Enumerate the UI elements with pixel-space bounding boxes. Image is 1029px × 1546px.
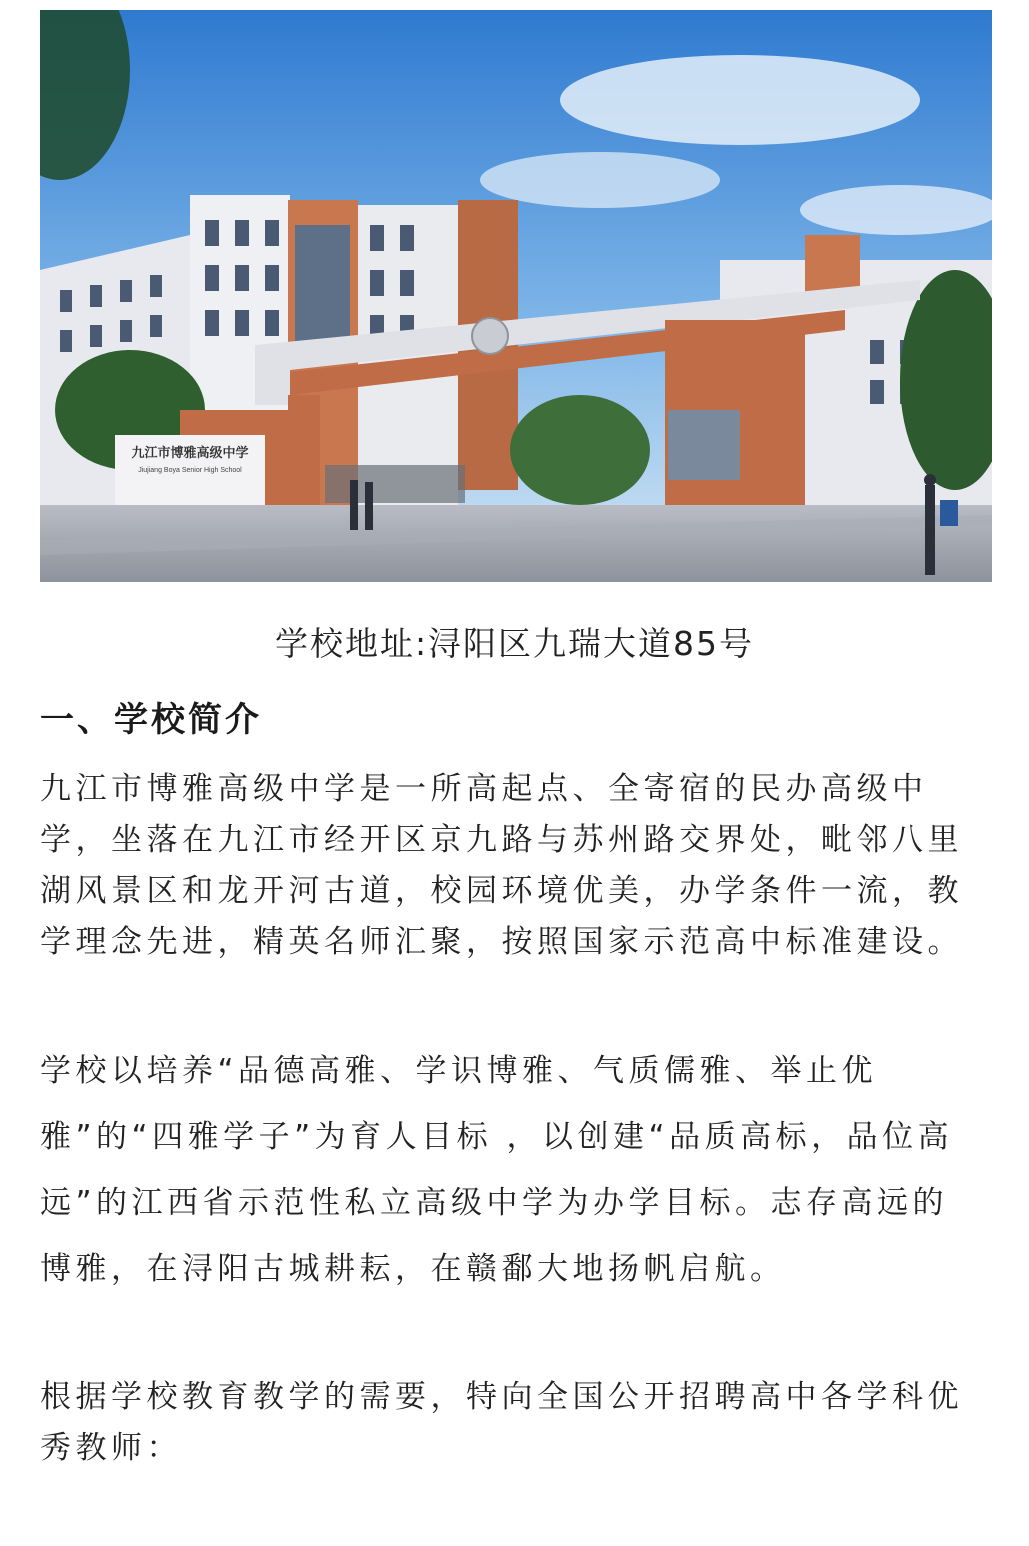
school-gate-illustration — [40, 10, 992, 582]
section-heading-school-intro: 一、学校简介 — [40, 700, 262, 740]
intro-paragraph-2: 学校以培养“品德高雅、学识博雅、气质儒雅、举止优雅”的“四雅学子”为育人目标 ，以创建“品质高标，品位高远”的江西省示范性私立高级中学为办学目标。志存高远的博雅，在浔阳古城耕耘，在赣鄱大地扬帆启航。 — [40, 1053, 954, 1287]
intro-paragraph-1: 九江市博雅高级中学是一所高起点、全寄宿的民办高级中学，坐落在九江市经开区京九路与苏州路交界处，毗邻八里湖风景区和龙开河古道，校园环境优美，办学条件一流，教学理念先进，精英名师汇聚，按照国家示范高中标准建设。 — [40, 771, 963, 960]
school-address-caption: 学校地址:浔阳区九瑞大道85号 — [274, 624, 755, 663]
sign-text-cn: 九江市博雅高级中学 — [131, 445, 249, 460]
sign-text-en: Jiujiang Boya Senior High School — [138, 467, 242, 474]
intro-paragraph-3: 根据学校教育教学的需要，特向全国公开招聘高中各学科优秀教师： — [40, 1379, 963, 1466]
